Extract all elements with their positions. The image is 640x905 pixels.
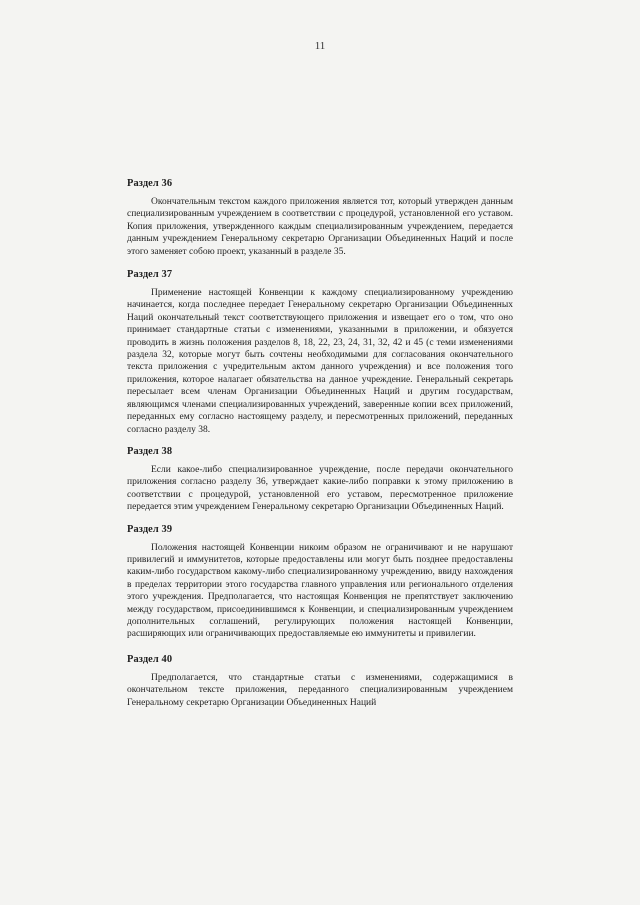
section-heading: Раздел 39 — [127, 523, 173, 535]
section-39 — [127, 524, 513, 641]
section-heading: Раздел 36 — [127, 178, 173, 189]
section-40 — [127, 654, 513, 709]
section-body — [127, 542, 513, 641]
section-paragraph: Применение настоящей Конвенции к каждому специализированному учреждению начинается, когда последнее передает Генеральному секретарю Организации Объединенных Наций окончательный текст соответствующего приложения и извещает его о том, что оно принимает стандартные статьи с изменениями, указанными в приложении, и обязуется проводить в жизнь положения разделов 8, 18, 22, 23, 24, 31, 32, 42 и 45 (с теми изменениями раздела 32, которые могут быть сочтены необходимыми для согласования окончательного текста приложения с учредительным актом данного учреждения) и все положения того приложения, которое налагает обязательства на данное учреждение. Генеральный секретарь пересылает всем членам Организации Объединенных Наций и другим государствам, являющимся членами специализированных учреждений, заверенные копии всех приложений, переданных ему согласно настоящему разделу, и пересмотренных приложений, переданных согласно разделу 38. — [127, 288, 513, 435]
section-paragraph: Положения настоящей Конвенции никоим образом не ограничивают и не нарушают привилегий и иммунитетов, которые предоставлены или могут быть позднее предоставлены каким-либо государством какому-либо специализированному учреждению, ввиду нахождения в пределах территории этого государства главного управления или регионального отделения этого учреждения. Предполагается, что настоящая Конвенция не препятствует заключению между государством, присоединившимся к Конвенции, и специализированным учреждением дополнительных соглашений, регулирующих положения настоящей Конвенции, расширяющих или ограничивающих предоставляемые ею иммунитеты и привилегии. — [127, 542, 513, 640]
section-paragraph: Если какое-либо специализированное учреждение, после передачи окончательного приложения согласно разделу 36, утверждает какие-либо поправки к этому приложению в соответствии с процедурой, установленной его уставом, пересмотренное приложение передается этим учреждением Генеральному секретарю Организации Объединенных Наций. — [127, 464, 513, 513]
page-number: 11 — [314, 40, 326, 52]
section-body — [127, 287, 513, 436]
section-paragraph: Предполагается, что стандартные статьи с изменениями, содержащимися в окончательном тексте приложения, переданного специализированным учреждением Генеральному секретарю Организации Объединенных Наций — [127, 672, 513, 708]
section-heading: Раздел 40 — [127, 653, 173, 665]
section-37 — [127, 269, 513, 436]
section-body — [127, 672, 513, 709]
section-paragraph: Окончательным текстом каждого приложения является тот, который утвержден данным специализированным учреждением в соответствии с процедурой, установленной его уставом. Копия приложения, утвержденного каждым специализированным учреждением, передается данным учреждением Генеральному секретарю Организации Объединенных Наций и после этого заменяет собою проект, указанный в разделе 35. — [127, 197, 513, 257]
section-38 — [127, 446, 513, 514]
section-body — [127, 196, 513, 258]
section-heading: Раздел 38 — [127, 445, 173, 457]
section-heading: Раздел 37 — [127, 269, 173, 281]
section-body — [127, 464, 513, 514]
section-36 — [127, 178, 513, 258]
document-body — [127, 178, 513, 719]
